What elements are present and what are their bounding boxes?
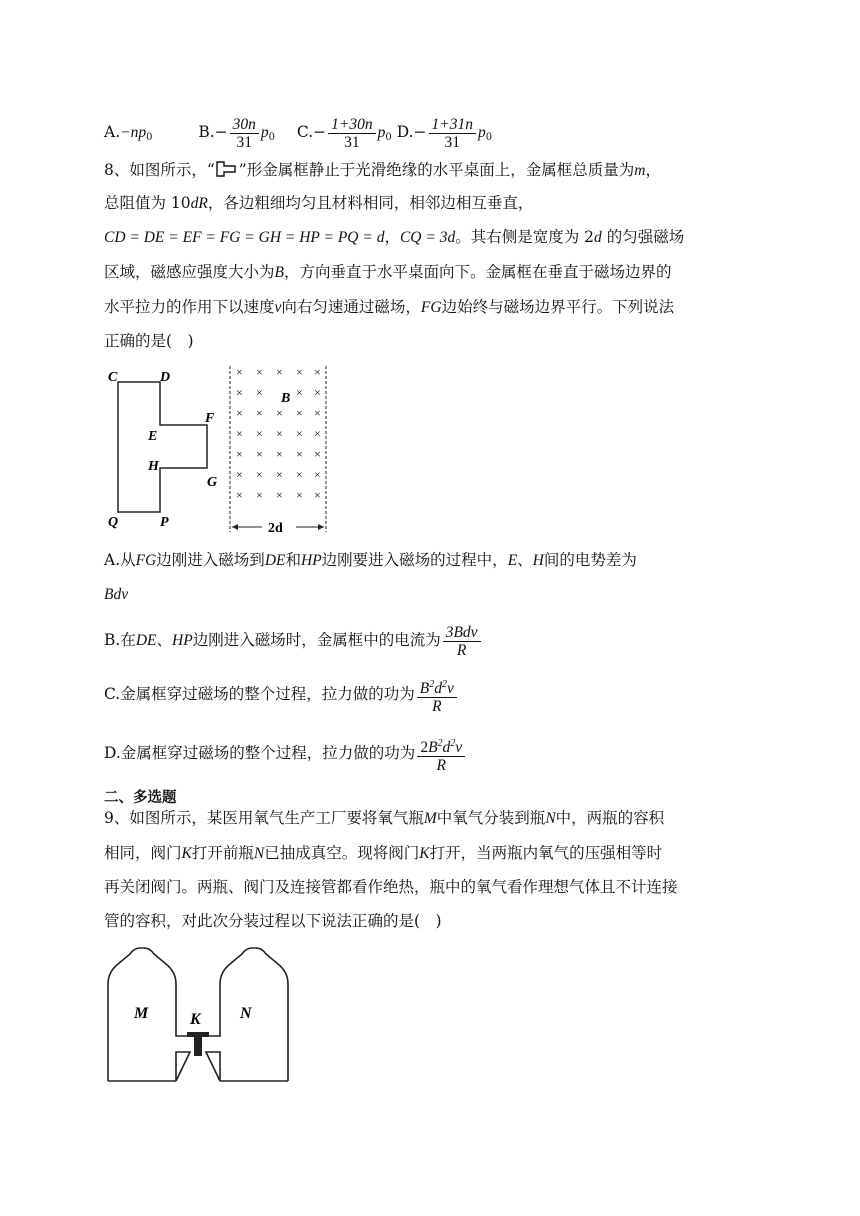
equation-sides: CD = DE = EF = FG = GH = HP = PQ = d — [104, 229, 385, 246]
numerator: 1+30n — [328, 116, 375, 134]
numerator: 30n — [230, 116, 259, 134]
fraction — [230, 116, 259, 151]
q8-option-c — [104, 674, 459, 714]
field-cross: × — [314, 447, 321, 461]
q8-line-4 — [104, 262, 672, 283]
label-q: Q — [108, 515, 119, 530]
p-symbol: p — [477, 124, 486, 141]
field-cross: × — [236, 385, 243, 400]
label-b: B — [281, 391, 291, 406]
option-c-label: C. — [296, 123, 314, 141]
metal-frame — [118, 382, 207, 512]
denominator: 31 — [236, 133, 253, 151]
fraction-work-c — [417, 676, 457, 715]
field-cross: × — [236, 406, 243, 420]
text: A.从 — [104, 551, 136, 569]
symbol-hp: HP — [301, 552, 322, 569]
q8-option-a-line-1 — [104, 550, 637, 571]
field-cross: × — [296, 447, 303, 461]
option-a-label: A. — [104, 123, 121, 141]
cylinder-m — [108, 948, 190, 1081]
q8-option-a-line-2 — [104, 584, 128, 605]
expression-bdv: Bdv — [104, 586, 129, 603]
symbol-h: H — [532, 552, 544, 569]
field-cross: × — [296, 365, 303, 379]
numerator: 1+31n — [429, 116, 476, 134]
subscript: 0 — [268, 132, 276, 143]
field-cross: × — [276, 406, 283, 420]
q8-line-3 — [104, 227, 684, 248]
field-cross: × — [296, 385, 303, 400]
text: 8、如图所示，“ — [104, 161, 215, 179]
field-cross: × — [314, 365, 321, 379]
label-g: G — [207, 475, 218, 490]
symbol-v: v — [274, 299, 282, 316]
text: 管的容积，对此次分装过程以下说法正确的是( ) — [104, 912, 442, 930]
text: 向右匀速通过磁场， — [281, 298, 421, 316]
text: 。其右侧是宽度为 2 — [455, 228, 595, 246]
numerator: $2B^2d^2v$ — [417, 735, 465, 757]
p-symbol: p — [377, 124, 386, 141]
text: 边始终与磁场边界平行。下列说法 — [441, 298, 675, 316]
field-cross: × — [256, 426, 263, 441]
numerator: $B^2d^2v$ — [417, 676, 457, 698]
symbol-d: d — [594, 229, 602, 246]
field-cross: × — [236, 365, 243, 379]
text: B.在 — [104, 631, 136, 649]
equation-cq: CQ = 3d — [399, 229, 456, 246]
text: 、 — [156, 631, 173, 649]
text: ， — [384, 228, 400, 246]
p-symbol: p — [260, 124, 269, 141]
text: 和 — [285, 551, 301, 569]
minus-sign: − — [313, 123, 327, 141]
text: 边刚进入磁场时，金属框中的电流为 — [192, 631, 441, 649]
label-e: E — [148, 429, 158, 444]
field-cross: × — [314, 488, 321, 502]
magnetic-field-crosses — [236, 365, 321, 502]
label-p: P — [160, 515, 169, 530]
text: 水平拉力的作用下以速度 — [104, 298, 275, 316]
field-cross: × — [276, 447, 283, 461]
symbol-de: DE — [135, 632, 157, 649]
symbol-k: K — [419, 845, 430, 862]
q7-options — [104, 112, 492, 152]
text: 边刚进入磁场到 — [156, 551, 265, 569]
symbol-fg: FG — [420, 299, 442, 316]
label-d: D — [160, 370, 171, 385]
field-cross: × — [296, 467, 303, 482]
q9-line-1 — [104, 808, 664, 829]
symbol-hp: HP — [172, 632, 193, 649]
field-cross: × — [256, 385, 263, 400]
subscript: 0 — [485, 132, 493, 143]
symbol-m: M — [423, 810, 437, 827]
symbol-fg: FG — [135, 552, 157, 569]
fraction-current — [443, 624, 481, 659]
text: 中，两瓶的容积 — [555, 809, 665, 827]
text: 相同，阀门 — [104, 844, 182, 862]
text: 总阻值为 10 — [104, 194, 191, 212]
field-cross: × — [236, 447, 243, 461]
symbol-e: E — [507, 552, 518, 569]
field-cross: × — [314, 467, 321, 482]
section-heading: 二、多选题 — [104, 790, 177, 806]
minus-sign: − — [214, 123, 228, 141]
field-cross: × — [314, 406, 321, 420]
q9-line-4 — [104, 911, 442, 931]
text: 打开前瓶 — [191, 844, 254, 862]
arrowhead-right — [318, 524, 324, 530]
text: 间的电势差为 — [543, 551, 637, 569]
label-m: M — [134, 1005, 149, 1022]
numerator: 3Bdv — [443, 624, 481, 642]
minus-sign: − — [413, 123, 427, 141]
label-2d: 2d — [268, 521, 283, 536]
field-cross: × — [296, 406, 303, 420]
field-cross: × — [256, 406, 263, 420]
symbol-m: m — [634, 162, 646, 179]
option-a-expr: −np — [120, 124, 147, 141]
field-cross: × — [296, 426, 303, 441]
subscript: 0 — [385, 132, 392, 143]
text: 再关闭阀门。两瓶、阀门及连接管都看作绝热，瓶中的氧气看作理想气体且不计连接 — [104, 878, 678, 896]
text: 打开，当两瓶内氧气的压强相等时 — [429, 844, 663, 862]
field-cross: × — [276, 488, 283, 502]
symbol-n: N — [545, 810, 556, 827]
text: 边刚要进入磁场的过程中， — [321, 551, 508, 569]
label-c: C — [108, 370, 118, 385]
field-cross: × — [314, 385, 321, 400]
text: D.金属框穿过磁场的整个过程，拉力做的功为 — [104, 744, 416, 762]
field-cross: × — [276, 426, 283, 441]
symbol-b: B — [274, 264, 284, 281]
q8-option-b — [104, 620, 483, 660]
label-f: F — [205, 411, 215, 426]
denominator: 31 — [444, 133, 460, 151]
q8-option-d — [104, 733, 467, 773]
q9-line-2 — [104, 843, 662, 864]
denominator: R — [436, 756, 446, 774]
text: 已抽成真空。现将阀门 — [264, 844, 420, 862]
subscript: 0 — [146, 132, 153, 143]
fraction-work-d — [417, 735, 465, 774]
text: ， — [645, 161, 661, 179]
text: ，各边粗细均匀且材料相同，相邻边相互垂直， — [207, 194, 534, 212]
text: 9、如图所示，某医用氧气生产工厂要将氧气瓶 — [104, 809, 424, 827]
q8-line-5 — [104, 297, 674, 318]
fraction — [429, 116, 476, 151]
q9-figure — [100, 944, 300, 1086]
q9-line-3 — [104, 877, 678, 897]
text: 正确的是( ) — [104, 332, 194, 350]
text: 中氧气分装到瓶 — [436, 809, 546, 827]
text: 、 — [517, 551, 533, 569]
denominator: 31 — [344, 133, 360, 151]
field-cross: × — [256, 488, 263, 502]
symbol-n: N — [253, 845, 265, 862]
q8-line-1 — [104, 160, 661, 181]
field-cross: × — [256, 365, 263, 379]
fraction — [328, 116, 375, 151]
option-b-label: B. — [198, 123, 215, 141]
field-cross: × — [314, 426, 321, 441]
q8-line-6 — [104, 331, 194, 351]
field-cross: × — [256, 447, 263, 461]
text: ”形金属框静止于光滑绝缘的水平桌面上，金属框总质量为 — [238, 161, 635, 179]
denominator: R — [456, 641, 467, 659]
frame-shape-icon — [215, 161, 239, 177]
denominator: R — [432, 697, 442, 715]
symbol-de: DE — [264, 552, 286, 569]
field-cross: × — [276, 467, 283, 482]
arrowhead-left — [232, 524, 238, 530]
text: C.金属框穿过磁场的整个过程，拉力做的功为 — [104, 685, 415, 703]
q8-figure — [100, 362, 340, 540]
field-cross: × — [236, 426, 243, 441]
valve-stem — [194, 1036, 202, 1056]
label-h: H — [148, 459, 159, 474]
field-cross: × — [276, 365, 283, 379]
field-cross: × — [256, 467, 263, 482]
q8-line-2 — [104, 193, 533, 214]
text: ，方向垂直于水平桌面向下。金属框在垂直于磁场边界的 — [283, 263, 672, 281]
text: 的匀强磁场 — [601, 228, 685, 246]
option-d-label: D. — [396, 123, 414, 141]
label-k: K — [190, 1011, 201, 1028]
symbol-k: K — [181, 845, 192, 862]
field-cross: × — [296, 488, 303, 502]
symbol-dr: dR — [190, 195, 208, 212]
field-cross: × — [236, 488, 243, 502]
text: 区域，磁感应强度大小为 — [104, 263, 275, 281]
label-n: N — [240, 1005, 252, 1022]
field-cross: × — [236, 467, 243, 482]
